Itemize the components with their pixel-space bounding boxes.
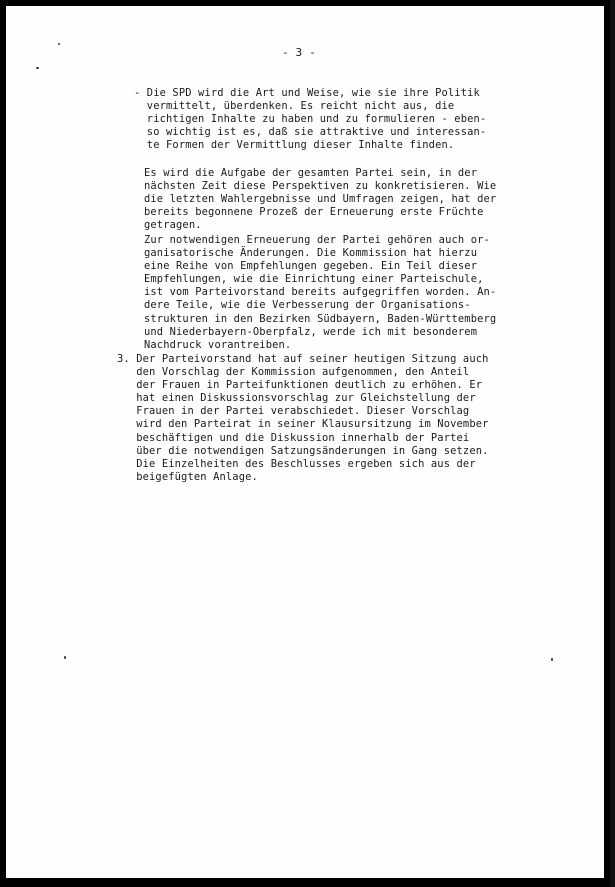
scan-speck xyxy=(58,43,60,45)
numbered-item-3: 3. Der Parteivorstand hat auf seiner heutigen Sitzung auch den Vorschlag der Kommission aufgenommen, den Anteil der Frauen in Parteifunktionen deutlich zu erhöhen. Er hat einen Diskussionsvorschlag zur Gleichstellung der Frauen in der Partei verabschiedet. Dieser Vorschlag wird den Parteirat in seiner Klausursitzung im November beschäftigen und die Diskussion innerhalb der Partei über die notwendigen Satzungsänderungen in Gang setzen. Die Einzelheiten des Beschlusses ergeben sich aus der beigefügten Anlage. xyxy=(117,353,489,483)
document-page xyxy=(6,6,604,878)
page-number: - 3 - xyxy=(282,46,316,59)
scan-border xyxy=(610,0,615,887)
scan-speck xyxy=(64,656,66,659)
paragraph-organisation: Zur notwendigen Erneuerung der Partei gehören auch or- ganisatorische Änderungen. Die Kommission hat hierzu eine Reihe von Empfehlungen gegeben. Ein Teil dieser Empfehlungen, wie die Einrichtung einer Parteischule, ist vom Parteivorstand bereits aufgegriffen worden. An- dere Teile, wie die Verbesserung der Organisations- strukturen in den Bezirken Südbayern, Baden-Württemberg und Niederbayern-Oberpfalz, werde ich mit besonderem Nachdruck vorantreiben. xyxy=(144,234,497,351)
scan-speck xyxy=(551,658,553,661)
paragraph-perspectives: Es wird die Aufgabe der gesamten Partei sein, in der nächsten Zeit diese Perspektiven zu konkretisieren. Wie die letzten Wahlergebnisse und Umfragen zeigen, hat der bereits begonnene Prozeß der Erneuerung erste Früchte getragen. xyxy=(144,167,497,232)
scan-speck xyxy=(36,67,39,69)
bullet-paragraph: - Die SPD wird die Art und Weise, wie sie ihre Politik vermittelt, überdenken. Es reicht nicht aus, die richtigen Inhalte zu haben und zu formulieren - eben- so wichtig ist es, daß sie attraktive und interessan- te Formen der Vermittlung dieser Inhalte finden. xyxy=(134,87,487,152)
